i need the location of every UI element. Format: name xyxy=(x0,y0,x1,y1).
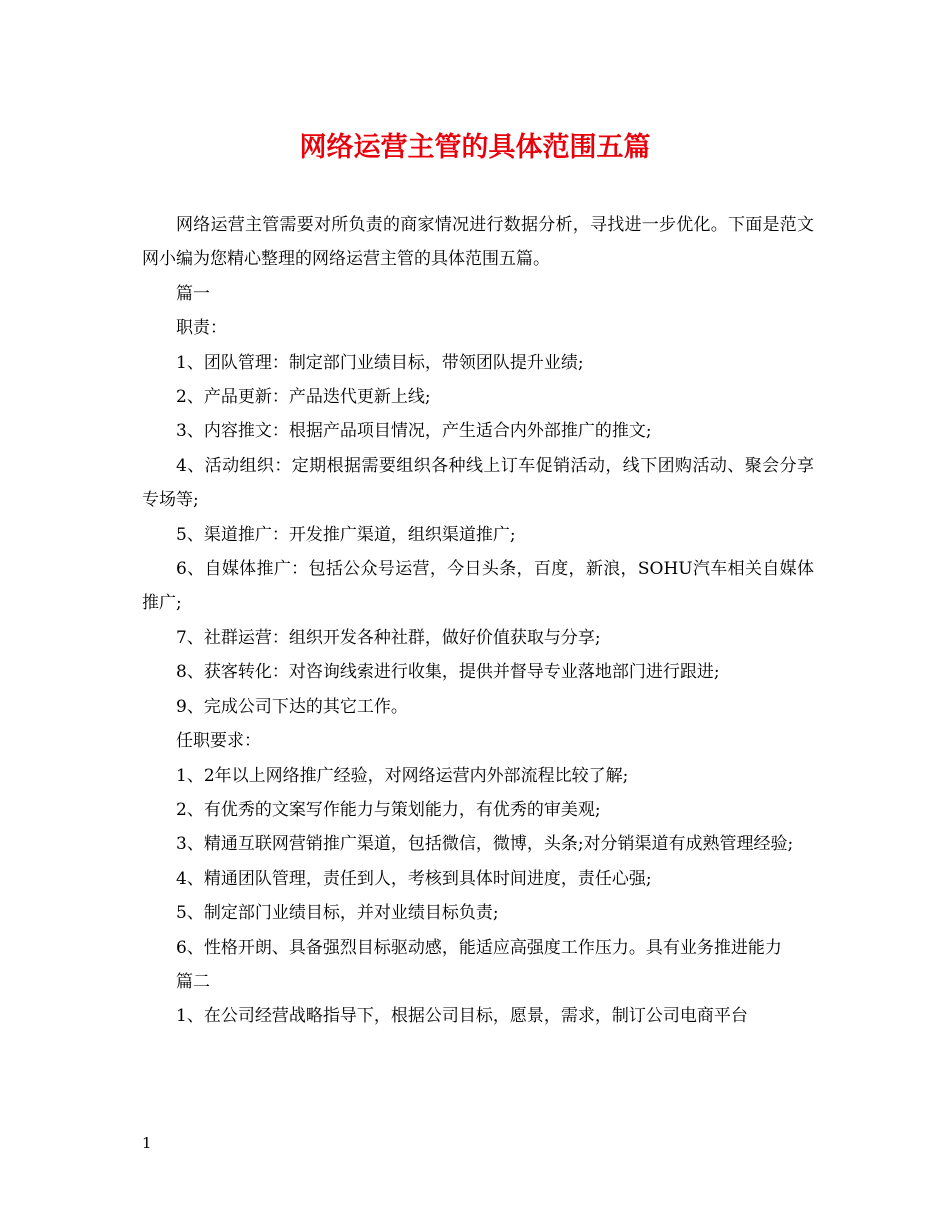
page-number: 1 xyxy=(142,1134,152,1152)
paragraph-list-item: 6、性格开朗、具备强烈目标驱动感，能适应高强度工作压力。具有业务推进能力 xyxy=(176,937,782,958)
paragraph-list-item: 3、内容推文：根据产品项目情况，产生适合内外部推广的推文; xyxy=(176,421,652,442)
paragraph-section-heading: 篇一 xyxy=(176,283,210,304)
document-body xyxy=(142,208,814,1034)
document-title: 网络运营主管的具体范围五篇 xyxy=(299,132,651,163)
paragraph-list-item: 3、精通互联网营销推广渠道，包括微信，微博，头条;对分销渠道有成熟管理经验; xyxy=(176,834,794,855)
paragraph-list-item: 4、活动组织：定期根据需要组织各种线上订车促销活动，线下团购活动、聚会分享专场等; xyxy=(142,455,814,511)
paragraph-list-item: 2、产品更新：产品迭代更新上线; xyxy=(176,387,431,408)
paragraph-duties-heading: 职责： xyxy=(176,318,227,339)
paragraph-list-item: 7、社群运营：组织开发各种社群，做好价值获取与分享; xyxy=(176,627,601,648)
paragraph-intro: 网络运营主管需要对所负责的商家情况进行数据分析，寻找进一步优化。下面是范文网小编为您精心整理的网络运营主管的具体范围五篇。 xyxy=(142,215,814,270)
paragraph-list-item: 4、精通团队管理，责任到人，考核到具体时间进度，责任心强; xyxy=(176,868,652,889)
paragraph-list-item: 8、获客转化：对咨询线索进行收集，提供并督导专业落地部门进行跟进; xyxy=(176,662,720,683)
paragraph-requirements-heading: 任职要求： xyxy=(176,731,261,752)
paragraph-list-item: 9、完成公司下达的其它工作。 xyxy=(176,696,408,717)
paragraph-list-item: 6、自媒体推广：包括公众号运营，今日头条，百度，新浪，SOHU汽车相关自媒体推广; xyxy=(142,559,814,614)
paragraph-list-item: 5、渠道推广：开发推广渠道，组织渠道推广; xyxy=(176,524,516,545)
paragraph-list-item: 1、团队管理：制定部门业绩目标，带领团队提升业绩; xyxy=(176,352,584,373)
paragraph-section-heading: 篇二 xyxy=(176,971,210,992)
paragraph-list-item: 1、2年以上网络推广经验，对网络运营内外部流程比较了解; xyxy=(176,765,629,786)
paragraph-list-item: 5、制定部门业绩目标，并对业绩目标负责; xyxy=(176,903,499,924)
paragraph-list-item: 2、有优秀的文案写作能力与策划能力，有优秀的审美观; xyxy=(176,799,601,820)
paragraph-list-item: 1、在公司经营战略指导下，根据公司目标，愿景，需求，制订公司电商平台 xyxy=(176,1006,748,1027)
